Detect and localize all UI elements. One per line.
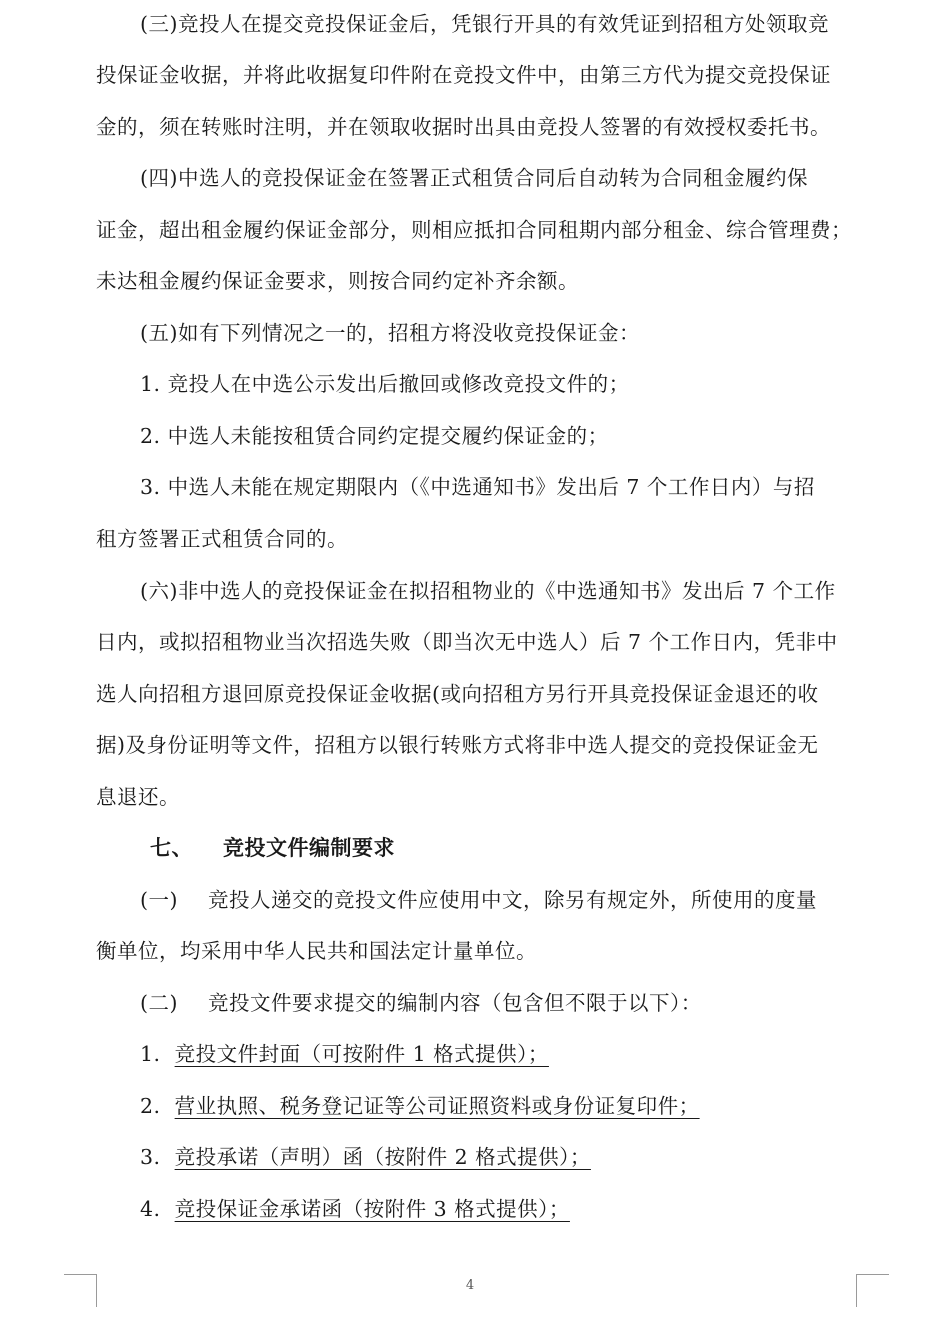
required-item-3 — [140, 1143, 591, 1171]
required-item-text: 营业执照、税务登记证等公司证照资料或身份证复印件； — [174, 1094, 700, 1118]
forfeit-item-3-line-2: 租方签署正式租赁合同的。 — [96, 527, 348, 551]
paragraph-6-line-5: 息退还。 — [96, 785, 180, 809]
required-item-number: 2. — [140, 1094, 161, 1118]
sub-1-text: 竞投人递交的竞投文件应使用中文，除另有规定外，所使用的度量 — [208, 888, 817, 912]
paragraph-6-line-1: (六)非中选人的竞投保证金在拟招租物业的《中选通知书》发出后 7 个工作 — [140, 579, 836, 603]
section-7-heading — [150, 834, 395, 862]
paragraph-5-line-1: (五)如有下列情况之一的，招租方将没收竞投保证金： — [140, 321, 640, 345]
paragraph-3-line-2: 投保证金收据，并将此收据复印件附在竞投文件中，由第三方代为提交竞投保证 — [96, 63, 831, 87]
sub-1-number: (一) — [140, 888, 178, 912]
paragraph-4-line-1: (四)中选人的竞投保证金在签署正式租赁合同后自动转为合同租金履约保 — [140, 166, 808, 190]
section-7-title: 竞投文件编制要求 — [223, 836, 395, 860]
sub-2-text: 竞投文件要求提交的编制内容（包含但不限于以下）： — [208, 991, 702, 1015]
paragraph-4-line-2: 证金，超出租金履约保证金部分，则相应抵扣合同租期内部分租金、综合管理费； — [96, 218, 852, 242]
required-item-text: 竞投承诺（声明）函（按附件 2 格式提供）； — [174, 1145, 591, 1169]
paragraph-6-line-2: 日内，或拟招租物业当次招选失败（即当次无中选人）后 7 个工作日内，凭非中 — [96, 630, 838, 654]
required-item-number: 1. — [140, 1042, 161, 1066]
forfeit-item-2: 2. 中选人未能按租赁合同约定提交履约保证金的； — [140, 424, 609, 448]
paragraph-6-line-3: 选人向招租方退回原竞投保证金收据(或向招租方另行开具竞投保证金退还的收 — [96, 682, 819, 706]
paragraph-3-line-1: (三)竞投人在提交竞投保证金后，凭银行开具的有效凭证到招租方处领取竞 — [140, 12, 829, 36]
paragraph-6-line-4: 据)及身份证明等文件，招租方以银行转账方式将非中选人提交的竞投保证金无 — [96, 733, 819, 757]
required-item-1 — [140, 1040, 549, 1068]
required-item-number: 4. — [140, 1197, 161, 1221]
required-item-text: 竞投文件封面（可按附件 1 格式提供）； — [174, 1042, 549, 1066]
section-7-sub-1-line-2: 衡单位，均采用中华人民共和国法定计量单位。 — [96, 939, 537, 963]
required-item-number: 3. — [140, 1145, 161, 1169]
forfeit-item-3-line-1: 3. 中选人未能在规定期限内（《中选通知书》发出后 7 个工作日内）与招 — [140, 475, 815, 499]
paragraph-4-line-3: 未达租金履约保证金要求，则按合同约定补齐余额。 — [96, 269, 579, 293]
section-7-sub-1-line-1 — [140, 886, 817, 914]
sub-2-number: (二) — [140, 991, 178, 1015]
required-item-text: 竞投保证金承诺函（按附件 3 格式提供）； — [174, 1197, 570, 1221]
section-7-number: 七、 — [150, 836, 193, 860]
required-item-2 — [140, 1092, 700, 1120]
required-item-4 — [140, 1195, 570, 1223]
paragraph-3-line-3: 金的，须在转账时注明，并在领取收据时出具由竞投人签署的有效授权委托书。 — [96, 115, 831, 139]
page-number: 4 — [465, 1278, 475, 1293]
forfeit-item-1: 1. 竞投人在中选公示发出后撤回或修改竞投文件的； — [140, 372, 630, 396]
section-7-sub-2-line-1 — [140, 989, 702, 1017]
